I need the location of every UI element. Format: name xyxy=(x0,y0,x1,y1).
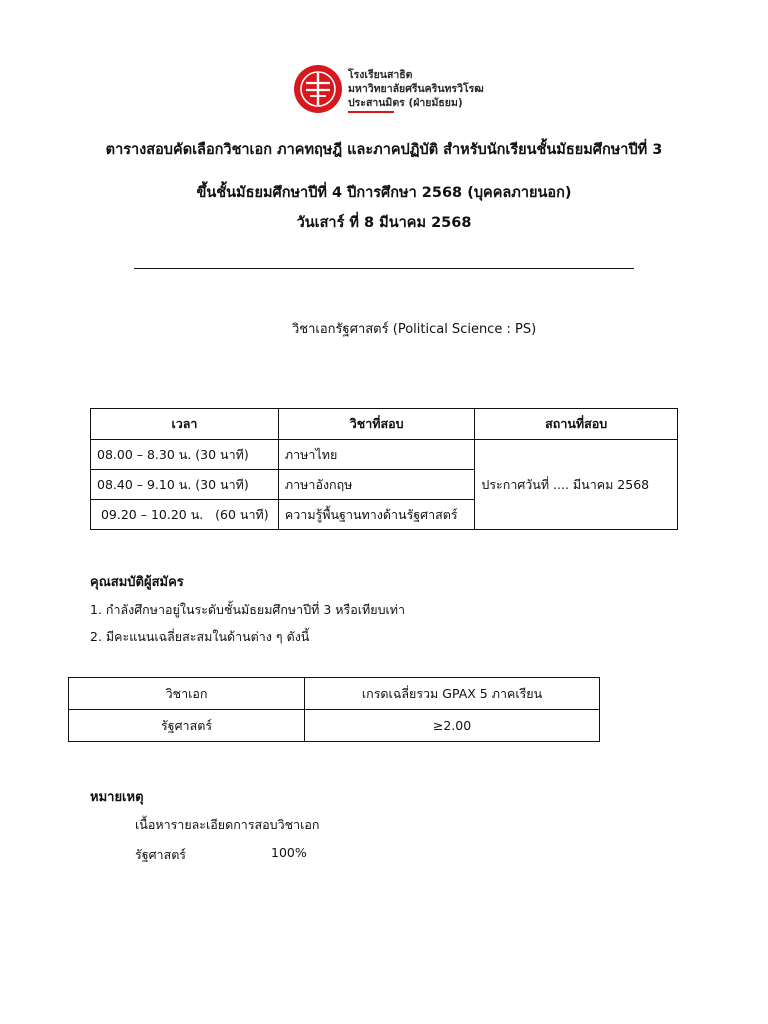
note-text: เนื้อหารายละเอียดการสอบวิชาเอก xyxy=(135,817,320,832)
subject-title: วิชาเอกรัฐศาสตร์ (Political Science : PS) xyxy=(292,322,537,337)
qualifications-heading: คุณสมบัติผู้สมัคร xyxy=(90,575,184,590)
exam-date: วันเสาร์ ที่ 8 มีนาคม 2568 xyxy=(296,215,472,231)
header-location: สถานที่สอบ xyxy=(475,409,678,440)
note-heading: หมายเหตุ xyxy=(90,790,144,805)
gpax-cell: ≥2.00 xyxy=(305,710,600,742)
time-cell: 08.00 – 8.30 น. (30 นาที) xyxy=(91,440,279,470)
document-title-line-2: ขึ้นชั้นมัธยมศึกษาปีที่ 4 ปีการศึกษา 2568 (บุคคลภายนอก) xyxy=(196,185,572,201)
school-name-line-3: ประสานมิตร (ฝ่ายมัธยม) xyxy=(348,97,463,109)
divider-line xyxy=(134,268,634,269)
subject-cell: ความรู้พื้นฐานทางด้านรัฐศาสตร์ xyxy=(278,500,474,530)
school-logo xyxy=(292,63,482,119)
subject-cell: ภาษาอังกฤษ xyxy=(278,470,474,500)
logo-accent-bar xyxy=(348,111,394,113)
table-row xyxy=(69,710,600,742)
document-title-line-1: ตารางสอบคัดเลือกวิชาเอก ภาคทฤษฎี และภาคปฏิบัติ สำหรับนักเรียนชั้นมัธยมศึกษาปีที่ 3 xyxy=(105,142,663,158)
location-cell: ประกาศวันที่ .... มีนาคม 2568 xyxy=(475,440,678,530)
school-name-line-2: มหาวิทยาลัยศรีนครินทรวิโรฒ xyxy=(348,83,484,95)
header-subject: วิชาที่สอบ xyxy=(278,409,474,440)
school-name xyxy=(348,68,484,110)
qualification-item: 2. มีคะแนนเฉลี่ยสะสมในด้านต่าง ๆ ดังนี้ xyxy=(90,629,310,644)
header-gpax: เกรดเฉลี่ยรวม GPAX 5 ภาคเรียน xyxy=(305,678,600,710)
exam-schedule-table xyxy=(90,408,678,530)
note-subject: รัฐศาสตร์ xyxy=(135,847,187,862)
time-cell: 09.20 – 10.20 น. (60 นาที) xyxy=(91,500,279,530)
header-time: เวลา xyxy=(91,409,279,440)
note-percentage: 100% xyxy=(271,845,307,860)
subject-cell: ภาษาไทย xyxy=(278,440,474,470)
major-cell: รัฐศาสตร์ xyxy=(69,710,305,742)
qualification-item: 1. กำลังศึกษาอยู่ในระดับชั้นมัธยมศึกษาปีที่ 3 หรือเทียบเท่า xyxy=(90,602,406,617)
table-row xyxy=(91,440,678,470)
table-header-row xyxy=(91,409,678,440)
time-cell: 08.40 – 9.10 น. (30 นาที) xyxy=(91,470,279,500)
table-header-row xyxy=(69,678,600,710)
school-emblem-icon xyxy=(292,63,344,115)
gpa-requirement-table xyxy=(68,677,600,742)
school-name-line-1: โรงเรียนสาธิต xyxy=(348,69,413,81)
header-major: วิชาเอก xyxy=(69,678,305,710)
